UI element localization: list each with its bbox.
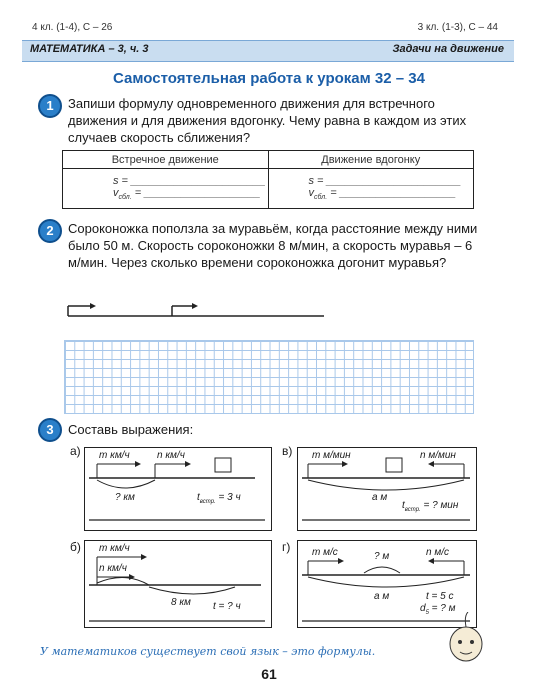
diagram-b-distance: 8 км [171, 597, 191, 608]
diagram-b [84, 540, 272, 628]
task2-text: Сороконожка поползла за муравьём, когда расстояние между ними было 50 м. Скорость сороконожки 8 м/мин, а скорость муравья – 6 м/мин. Через сколько времени сороконожка догонит муравья? [68, 221, 478, 270]
header-left: 4 кл. (1-4), С – 26 [32, 22, 113, 33]
diagram-v-speed1: m м/мин [312, 450, 351, 461]
diagram-v-time: $t_{встр.}$ = ? мин [402, 500, 459, 513]
solution-grid[interactable] [64, 340, 474, 414]
diagram-g-letter: г) [282, 540, 291, 554]
task2-number: 2 [38, 219, 62, 243]
diagram-g-time: t = 5 с [426, 591, 454, 602]
diagram-g-speed1: m м/с [312, 547, 338, 558]
diagram-v-speed2: n м/мин [420, 450, 456, 461]
cell-meeting-formula[interactable]: s = ______________________ $v_{сбл.}$ = ___________________ [63, 169, 269, 209]
diagram-b-speed1: m км/ч [99, 543, 130, 554]
diagram-a-speed2: n км/ч [157, 450, 185, 461]
page-title: Самостоятельная работа к урокам 32 – 34 [113, 70, 425, 87]
task1-text: Запиши формулу одновременного движения для встречного движения и для движения вдогонку. Чему равна в каждом из этих случаев скорость сближения? [68, 96, 467, 145]
task2-diagram [64, 298, 334, 322]
diagram-a [84, 447, 272, 531]
topic-title: Задачи на движение [392, 43, 504, 55]
task3-number: 3 [38, 418, 62, 442]
diagram-g-speed2: n м/с [426, 547, 449, 558]
diagram-a-speed1: m км/ч [99, 450, 130, 461]
diagram-a-letter: а) [70, 444, 81, 458]
diagram-v-letter: в) [282, 444, 293, 458]
diagram-b-speed2: n км/ч [99, 563, 127, 574]
diagram-g-dist-after: $d_5$ = ? м [420, 603, 456, 616]
col-catchup: Движение вдогонку [268, 151, 474, 169]
cell-catchup-formula[interactable]: s = ______________________ $v_{сбл.}$ = ___________________ [268, 169, 474, 209]
diagram-b-letter: б) [70, 540, 81, 554]
diagram-g-gap: ? м [374, 551, 390, 562]
task1-number: 1 [38, 94, 62, 118]
footer-motto: У математиков существует свой язык – это формулы. [40, 645, 376, 658]
diagram-v-distance: a м [372, 492, 388, 503]
diagram-v [297, 447, 477, 531]
diagram-a-distance: ? км [115, 492, 135, 503]
subject-title: МАТЕМАТИКА – 3, ч. 3 [30, 43, 149, 55]
diagram-b-time: t = ? ч [213, 601, 241, 612]
diagram-g-distance: a м [374, 591, 390, 602]
task1-table [62, 150, 474, 209]
header-right: 3 кл. (1-3), С – 44 [417, 22, 498, 33]
page-number: 61 [261, 666, 277, 682]
diagram-a-time: $t_{встр.} = 3$ ч [197, 492, 241, 505]
onion-mascot-icon [444, 612, 488, 664]
col-meeting: Встречное движение [63, 151, 269, 169]
task3-text: Составь выражения: [68, 422, 194, 437]
